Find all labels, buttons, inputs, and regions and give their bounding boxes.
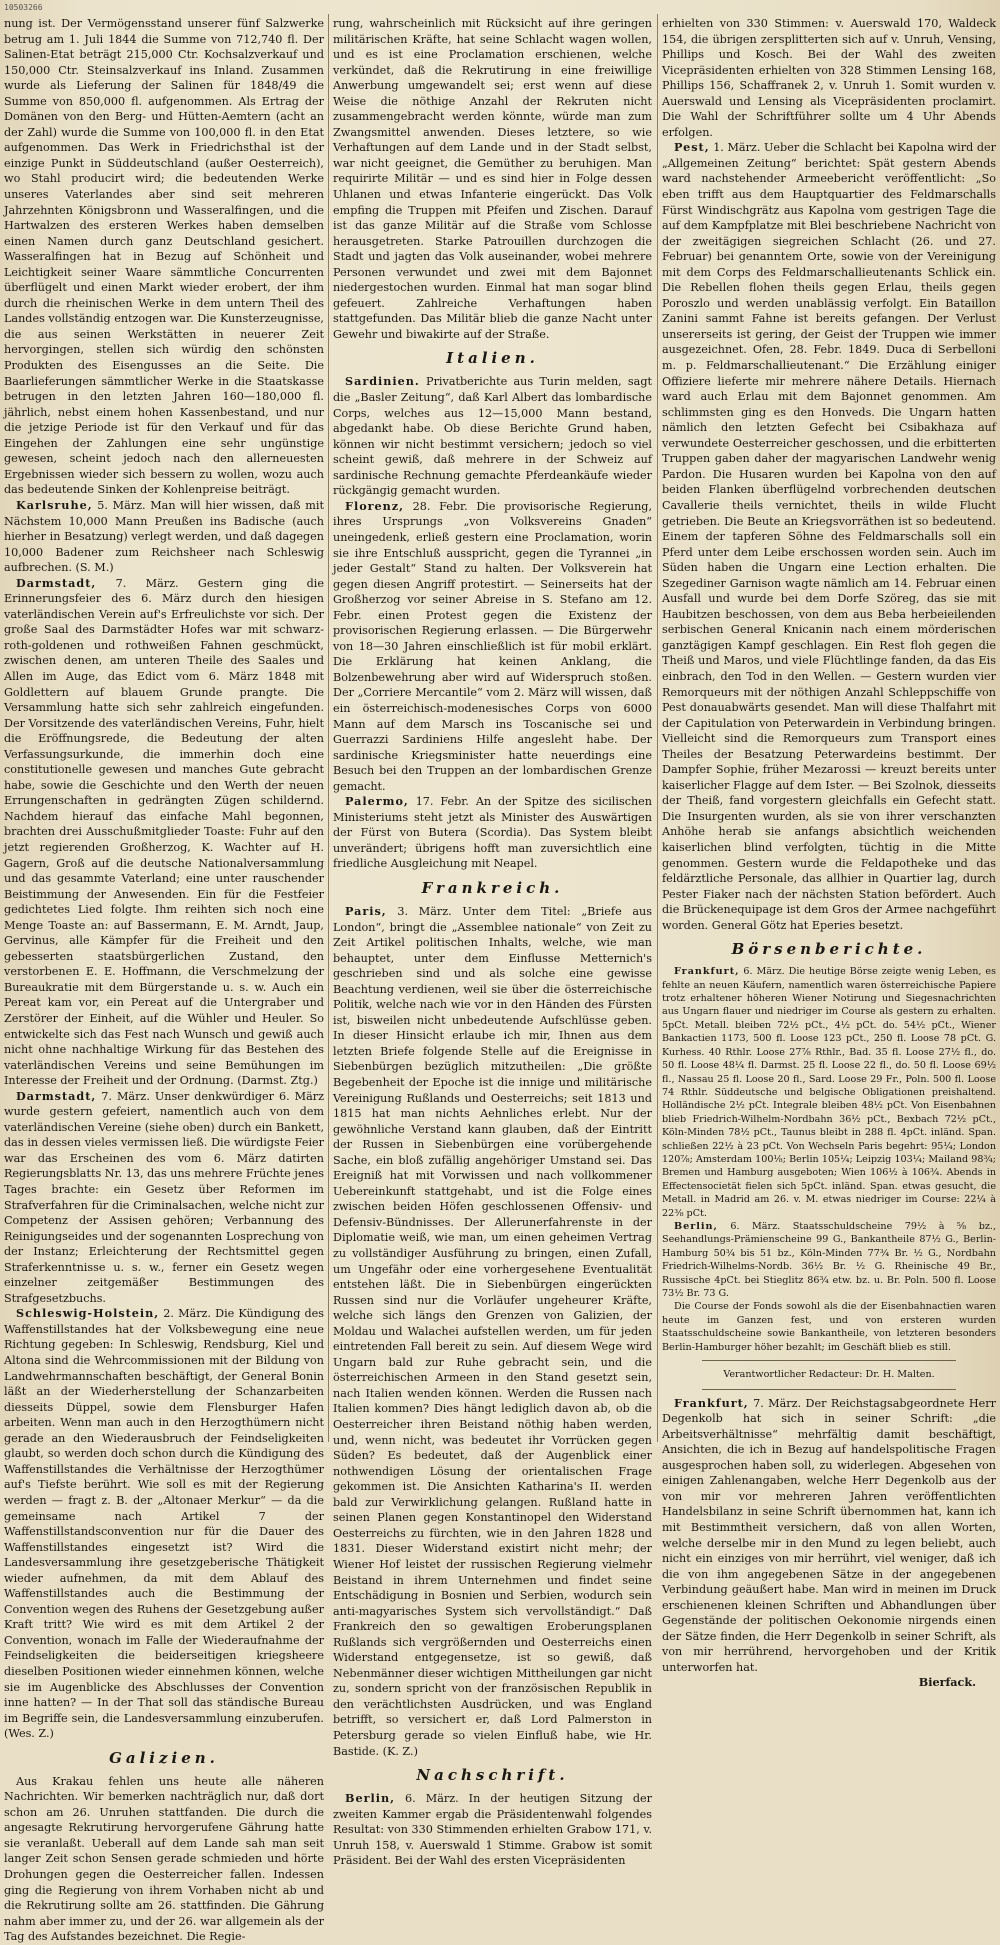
column-1 bbox=[4, 16, 325, 1944]
dateline: Palermo, bbox=[345, 794, 409, 809]
section-title-italien: Italien. bbox=[446, 349, 539, 368]
article-karlsruhe bbox=[4, 498, 324, 576]
archive-id: 10503266 bbox=[4, 3, 43, 12]
article-palermo bbox=[333, 794, 652, 872]
article-text: 5. März. Man will hier wissen, daß mit Nächstem 10,000 Mann Preußen ins Badische (auch hierher in Besatzung) verlegt werden, und daß dagegen 10,000 Badener zum Reichsheer nach Schleswig aufbrechen. (S. M.) bbox=[4, 498, 324, 575]
column-rule bbox=[328, 14, 329, 1442]
editor-line: Verantwortlicher Redacteur: Dr. H. Malten. bbox=[723, 1369, 935, 1381]
article-text: 2. März. Die Kündigung des Waffenstillstandes hat der Volksbewegung eine neue Richtung gegeben: In Schleswig, Rendsburg, Kiel und Altona sind die Wehrcommissionen mit der Bildung von Landwehrmannschaften beschäftigt, der General Bonin läßt an der Wiederherstellung der Schanzarbeiten diesseits Düppel, sowie dem Flensburger Hafen arbeiten. Wenn man auch in den Herzogthümern nicht gerade an den Wiederausbruch der Feindseligkeiten glaubt, so werden doch schon durch die Kündigung des Waffenstillstandes die Verhältnisse der Herzogthümer auf's Tiefste berührt. Wie soll es mit der Regierung werden — fragt z. B. der „Altonaer Merkur“ — da die gemeinsame nach Artikel 7 der Waffenstillstandsconvention nur für die Dauer des Waffenstillstandes eingesetzt ist? Wird die Landesversammlung ihre gesetzgeberische Thätigkeit wieder aufnehmen, da mit dem Ablauf des Waffenstillstandes auch die Bestimmung der Convention wegen des Ruhens der Gesetzgebung außer Kraft tritt? Wie wird es mit dem Artikel 2 der Convention, wonach im Falle der Wiederaufnahme der Feindseligkeiten die beiderseitigen kriegsheere dieselben Positionen wieder einnehmen können, welche sie im Augenblicke des Abschlusses der Convention inne hatten? — In der That soll das ständische Bureau im Begriffe sein, die Landesversammlung einzuberufen. (Wes. Z.) bbox=[4, 1307, 324, 1741]
article-text: 3. März. Unter dem Titel: „Briefe aus London“, bringt die „Assemblee nationale“ von Zeit zu Zeit Artikel politischen Inhalts, welche, wie man behauptet, unter dem Einflusse Metternich's geschrieben sind und als solche eine gewisse Beachtung verdienen, weil sie über die österreichische Politik, welche nach wie vor in den Händen des Fürsten ist, bisweilen nicht unbedeutende Aufschlüsse geben. In dieser Hinsicht erlaube ich mir, Ihnen aus dem letzten Briefe folgende Stelle auf die Ereignisse in Siebenbürgen bezüglich mitzutheilen: „Die größte Begebenheit der Epoche ist die innige und militärische Vereinigung Rußlands und Oesterreichs; seit 1813 und 1815 hat man nichts Aehnliches erlebt. Nur der gewöhnliche Verstand kann glauben, daß der Eintritt der Russen in Siebenbürgen eine vorübergehende Sache, ein bloß zufällig angehöriger Umstand sei. Das Ereigniß hat mit Vorwissen und nach vollkommener Uebereinkunft stattgehabt, und ist die Folge eines zwischen beiden Höfen geschlossenen Offensiv- und Defensiv-Bündnisses. Der Allerunerfahrenste in der Diplomatie weiß, wie man, um einen geheimen Vertrag zu vollständiger Ausführung zu bringen, einen Zufall, um Ungefähr oder eine vorhergesehene Eventualität entstehen läßt. Die in Siebenbürgen eingerückten Russen sind nur die Vorläufer ungeheurer Kräfte, welche sich längs den Grenzen von Galizien, der Moldau und Walachei aufstellen werden, um für jeden eintretenden Fall bereit zu sein. Auf diesem Wege wird Ungarn bald zur Ruhe gebracht sein, und die österreichischen Armeen in den Stand gesetzt sein, nach Italien wenden können. Werden die Russen nach Italien kommen? Dies hängt lediglich davon ab, ob die Oesterreicher ihren Beistand nöthig haben werden, und, wenn nicht, was bedeutet ihr Vorrücken gegen Süden? Es bedeutet, daß der Augenblick einer nothwendigen Lösung der orientalischen Frage gekommen ist. Die Ansichten Katharina's II. werden bald zur Verwirklichung gelangen. Rußland hatte in seinen Planen gegen Konstantinopel den Widerstand Oesterreichs zu fürchten, wie in den Jahren 1828 und 1831. Dieser Widerstand existirt nicht mehr; der Wiener Hof leistet der russischen Regierung vielmehr Beistand in ihrem Unternehmen und findet seine Entschädigung in Bosnien und Serbien, wodurch sein anti-magyarisches System sich vervollständigt.“ Daß Frankreich den so gewaltigen Eroberungsplanen Rußlands sich vergrößernden und Oesterreichs einen Widerstand entgegensetze, ist so gewiß, daß Nebenmänner dieser wichtigen Mittheilungen gar nicht zu, sondern spricht von der französischen Republik in den verächtlichsten Ausdrücken, und was England betrifft, so versichert er, daß Lord Palmerston in Petersburg gerade so vielen Einfluß habe, wie Hr. Bastide. (K. Z.) bbox=[333, 904, 652, 1758]
article-florenz bbox=[333, 499, 652, 794]
section-title-nachschrift: Nachschrift. bbox=[416, 1766, 569, 1785]
dateline: Florenz, bbox=[345, 498, 405, 513]
article-sardinien bbox=[333, 374, 652, 498]
dateline: Darmstadt, bbox=[16, 575, 97, 590]
article-text: 6. März. Die heutige Börse zeigte wenig Leben, es fehlte an neuen Käufern, namentlich waren österreichische Papiere trotz erhaltener höheren Wiener Notirung und Siegesnachrichten aus Ungarn flauer und niedriger im Course als gestern zu erhalten. 5pCt. Metall. bleiben 72½ pCt., 4½ pCt. do. 54½ pCt., Wiener Bankactien 1173, 500 fl. Loose 123 pCt., 250 fl. Loose 78 pCt. G. Kurhess. 40 Rthlr. Loose 27⅞ Rthlr., Bad. 35 fl. Loose 27½ fl., do. 50 fl. Loose 48¼ fl. Darmst. 25 fl. Loose 22 fl., do. 50 fl. Loose 69½ fl., Nassau 25 fl. Loose 20 fl., Sard. Loose 29 Fr., Poln. 500 fl. Loose 74 Rthlr. Süddeutsche und belgische Obligationen preishaltend. Holländische 2½ pCt. Integrale bleiben 48½ pCt. Von Eisenbahnen blieb Friedrich-Wilhelm-Nordbahn 36½ pCt., Bexbach 72½ pCt., Köln-Minden 78½ pCt., Taunus bleibt in 288 fl. 4pCt. inländ. Span. schließen 22½ à 23 pCt. Von Wechseln Paris begehrt: 95¼; London 120⅞; Amsterdam 100⅛; Berlin 105¼; Leipzig 103¼; Mailand 98¾; Bremen und Hamburg ausgeboten; Wien 106½ à 106¾. Abends in Effectensocietät fielen sich 5pCt. inländ. Span. etwas gesucht, die Metall. in Madrid am 26. v. M. etwas niedriger im Course: 22¼ à 22⅜ pCt. bbox=[662, 966, 996, 1219]
dateline: Pest, bbox=[674, 140, 710, 155]
article-boerse-frankfurt bbox=[662, 965, 996, 1220]
column-3 bbox=[662, 16, 996, 1690]
article-text: 6. März. In der heutigen Sitzung der zweiten Kammer ergab die Präsidentenwahl folgendes Resultat: von 330 Stimmenden erhielten Grabow 171, v. Unruh 158, v. Auerswald 1 Stimme. Grabow ist somit Präsident. Bei der Wahl des ersten Vicepräsidenten bbox=[333, 1792, 652, 1868]
section-title-boersen: Börsenberichte. bbox=[731, 940, 927, 959]
article-pest bbox=[662, 140, 996, 933]
article-schleswig-holstein bbox=[4, 1306, 324, 1741]
column-rule bbox=[657, 14, 658, 1442]
article-krakau-cont: rung, wahrscheinlich mit Rücksicht auf ihre geringen militärischen Kräfte, hat seine Schlacht wagen wollen, und es ist eine Proclamation erschienen, welche verkündet, daß die Rekrutirung in eine freiwillige Anwerbung umgewandelt sei; erst wenn auf diese Weise die nöthige Anzahl der Rekruten nicht zusammengebracht werden könnte, würde man zum Zwangsmittel anwenden. Dieses letztere, so wie Verhaftungen auf dem Lande und in der Stadt selbst, war nicht geeignet, die Gemüther zu beruhigen. Man requirirte Militär — und es sind hier in Folge dessen Uhlanen und etwas Infanterie eingerückt. Das Volk empfing die Truppen mit Pfeifen und Zischen. Darauf ist das ganze Militär auf die Straße vom Schlosse herausgetreten. Starke Patrouillen durchzogen die Stadt und jagten das Volk auseinander, wobei mehrere Personen verwundet und zwei mit dem Bajonnet niedergestochen wurden. Einmal hat man sogar blind gefeuert. Zahlreiche Verhaftungen haben stattgefunden. Das Militär blieb die ganze Nacht unter Gewehr und biwakirte auf der Straße. bbox=[333, 17, 652, 341]
article-text: 6. März. Staatsschuldscheine 79½ à ⅝ bz., Seehandlungs-Prämienscheine 99 G., Bankantheile 87½ G., Berlin-Hamburg 50¾ bis 51 bz., Köln-Minden 77¾ Br. ½ G., Nordbahn Friedrich-Wilhelms-Nordb. 36½ Br. ½ G. Rheinische 49 Br., Russische 4pCt. bei Stieglitz 86¾ etw. bz. u. Br. Poln. 500 fl. Loose 73½ Br. 73 G. bbox=[662, 1220, 996, 1300]
divider bbox=[702, 1360, 956, 1361]
article-text: 7. März. Unser denkwürdiger 6. März wurde gestern gefeiert, namentlich auch von dem vaterländischen Vereine (siehe oben) durch ein Bankett, das in dessen vieles vermissen ließ. Die würdigste Feier war das Erscheinen des vom 6. März datirten Regierungsblatts Nr. 13, das uns mehrere Früchte jenes Tages brachte: ein Gesetz über Reformen im Strafverfahren für die Criminalsachen, welche nicht zur Competenz der Assisen gehören; Verbannung des Reinigungseides und der sogenannten Losprechung von der Instanz; Erleichterung der Rechtsmittel gegen Straferkenntnisse u. s. w., ferner ein Gesetz wegen einzelner zeitgemäßer Bestimmungen des Strafgesetzbuchs. bbox=[4, 1089, 325, 1305]
section-title-frankreich: Frankreich. bbox=[421, 878, 564, 897]
article-darmstadt-2 bbox=[4, 1089, 324, 1307]
article-text: 7. März. Der Reichstagsabgeordnete Herr Degenkolb hat sich in seiner Schrift: „die Arbeitsverhältnisse“ mehrfältig damit beschäftigt, Ansichten, die ich in Bezug auf handelspolitische Fragen ausgesprochen haben soll, zu widerlegen. Abgesehen von einigen Zahlenangaben, welche Herr Degenkolb aus der von mir vor mehreren Jahren veröffentlichten Handelsbilanz in seine Schrift übernommen hat, kann ich mit Bestimmtheit versichern, daß von allen Worten, welche derselbe mir in den Mund zu legen beliebt, auch nicht ein einziges von mir herrührt, viel weniger, daß ich die von ihm angegebenen Sätze in der angegebenen Verbindung geäußert habe. Man wird in meinen im Druck erschienenen kleinen Schriften und Abhandlungen über Gegenstände der politischen Oekonomie nirgends einen der Sätze finden, die Herr Degenkolb in seiner Schrift, als von mir herrührend, hervorgehoben und der Kritik unterworfen hat. bbox=[662, 1396, 996, 1674]
author-signature: Bierfack. bbox=[918, 1675, 976, 1690]
article-salzwerke: nung ist. Der Vermögensstand unserer fünf Salzwerke betrug am 1. Juli 1844 die Summe von 712,740 fl. Der Salinen-Etat beträgt 215,000 Ctr. Kochsalzverkauf und 150,000 Ctr. Steinsalzverkauf ins Inland. Zusammen wurde als Lieferung der Salinen für 1848/49 die Summe von 850,000 fl. aufgenommen. Als Ertrag der Domänen von den Berg- und Hütten-Aemtern (acht an der Zahl) wurde die Summe von 100,000 fl. in den Etat aufgenommen. Das Werk in Friedrichsthal ist der einzige Punkt in Süddeutschland (außer Oesterreich), wo Stahl producirt wird; die bedeutenden Werke unseres Vaterlandes aber sind seit mehreren Jahrzehnten Königsbronn und Wasseralfingen, und die Hartwalzen des ersteren Werkes haben demselben einen Namen durch ganz Deutschland gesichert. Wasseralfingen hat in Bezug auf Schönheit und Leichtigkeit seiner Waare sämmtliche Concurrenten überflügelt und einen Markt wieder erobert, der ihm durch die rheinischen Werke in dem untern Theil des Landes vollständig entzogen war. Die Kunsterzeugnisse, die aus seinen Werkstätten in neuerer Zeit hervorgingen, stellen sich würdig den schönsten Produkten des Eisengusses an die Seite. Die Baarlieferungen sämmtlicher Werke in die Staatskasse betrugen in den letzten Jahren 160—180,000 fl. jährlich, nebst einem hohen Kassenbestand, und nur die jetzige Periode ist für den Verkauf und für das Eingehen der Zahlungen eine sehr ungünstige gewesen, scheint jedoch nach den allerneuesten Ergebnissen wieder sich bessern zu wollen, wozu auch das bedeutende Sinken der Kohlenpreise beiträgt. bbox=[4, 17, 324, 497]
dateline: Berlin, bbox=[345, 1791, 395, 1806]
divider bbox=[702, 1389, 956, 1390]
article-text: 7. März. Gestern ging die Erinnerungsfeier des 6. März durch den hiesigen vaterländischen Verein auf's Erfreulichste vor sich. Der große Saal des Darmstädter Hofes war mit schwarz-roth-goldenen und rothweißen Fahnen geschmückt, zwischen denen, am unteren Theile des Saales und Allen im Auge, das Edict vom 6. März 1848 mit Goldlettern auf blauem Grunde prangte. Die Versammlung hatte sich sehr zahlreich eingefunden. Der Vorsitzende des vaterländischen Vereins, Fuhr, hielt die Eröffnungsrede, die Bedeutung der alten Verfassungsurkunde, die immerhin doch eine constitutionelle gewesen und manches Gute gebracht habe, sowie die Geschichte und den Werth der neuen Errungenschaften in gedrängten Zügen schildernd. Nachdem hierauf das einfache Mahl begonnen, brachten drei Ausschußmitglieder Toaste: Fuhr auf den jetzt regierenden Großherzog, K. Wachter auf H. Gagern, Groß auf die deutsche Nationalversammlung und das gesammte Vaterland; eine unter rauschender Beistimmung der Anwesenden. Ein für die Festfeier gedichtetes Lied folgte. Ihm reihten sich noch eine Menge Toaste an: auf Bassermann, E. M. Arndt, Jaup, Gervinus, alle Kämpfer für die Freiheit und den gebesserten staatsbürgerlichen Zustand, den verstorbenen E. E. Hoffmann, die Verschmelzung der Bureaukratie mit dem Bürgerstande u. s. w. Auch ein Pereat kam vor, ein Pereat auf die Untergraber und Zerstörer der Einheit, auf die Wühler und Heuler. So entwickelte sich das Fest nach Wunsch und gewiß auch nicht ohne nachhaltige Wirkung für das Bestehen des vaterländischen Vereins und seine Bemühungen im Interesse der Freiheit und der Ordnung. (Darmst. Ztg.) bbox=[4, 576, 324, 1088]
section-title-galizien: Galizien. bbox=[109, 1748, 219, 1767]
article-berlin-cont: erhielten von 330 Stimmen: v. Auerswald 170, Waldeck 154, die übrigen zersplitterten sich auf v. Unruh, Vensing, Phillips und Kosch. Bei der Wahl des zweiten Vicepräsidenten erhielten von 328 Stimmen Lensing 168, Phillips 156, Schaffranek 2, v. Unruh 1. Somit wurden v. Auerswald und Lensing als Vicepräsidenten proclamirt. Die Wahl der Schriftführer sollte um 4 Uhr Abends erfolgen. bbox=[662, 17, 996, 139]
article-boerse-summary: Die Course der Fonds sowohl als die der Eisenbahnactien waren heute im Ganzen fest, und von ersteren wurden Staatsschuldscheine sowie Bankantheile, von letzteren besonders Berlin-Hamburger höher bezahlt; im Geschäft blieb es still. bbox=[662, 1301, 996, 1353]
dateline: Frankfurt, bbox=[674, 1395, 749, 1410]
dateline: Schleswig-Holstein, bbox=[16, 1306, 160, 1321]
dateline: Paris, bbox=[345, 903, 387, 918]
article-text: 1. März. Ueber die Schlacht bei Kapolna wird der „Allgemeinen Zeitung“ berichtet: Spät gestern Abends ward nachstehender Armeebericht veröffentlicht: „So eben trifft aus dem Hauptquartier des Feldmarschalls Fürst Windischgrätz aus Kapolna vom gestrigen Tage die auf dem Kampfplatze mit Blei beschriebene Nachricht von der zweitägigen siegreichen Schlacht (26. und 27. Februar) bei genanntem Orte, sowie von der Vereinigung mit dem Corps des Feldmarschallieutenants Schlick ein. Die Rebellen flohen theils gegen Erlau, theils gegen Poroszlo und werden unablässig verfolgt. Ein Bataillon Zanini sammt Fahne ist bereits gefangen. Der Verlust unsererseits ist gering, der Geist der Truppen wie immer ausgezeichnet. Ofen, 28. Febr. 1849. Duca di Serbelloni m. p. Feldmarschallieutenant.“ Die Erzählung einiger Offiziere lieferte mir mehrere nähere Details. Hiernach ward auch Erlau mit dem Bajonnet genommen. Am schlimmsten ging es den Honveds. Die Ungarn hatten nämlich den letzten Gefecht bei Csibakhaza auf verwundete Oesterreicher geschossen, und die erbitterten Truppen gaben daher der magyarischen Landwehr wenig Pardon. Die Husaren wurden bei Kapolna von den auf beiden Flanken überflügelnd vorbrechenden deutschen Cavallerie theils vernichtet, theils in wilde Flucht getrieben. Die Beute an Kriegsvorräthen ist so bedeutend. Einem der tapferen Söhne des Feldmarschalls soll ein Pferd unter dem Leibe erschossen worden sein. Auch im Süden haben die Ungarn eine Lection erhalten. Die Szegediner Garnison wagte nämlich am 14. Februar einen Ausfall und wurde bei dem Dorfe Szöreg, das sie mit Haubitzen beschossen, von dem aus Beba herbeieilenden serbischen General Knicanin nach einem mörderischen ganztägigen Kampf geschlagen. Ein Rest floh gegen die Theiß und Maros, und viele Flüchtlinge fanden, da das Eis einbrach, den Tod in den Wellen. — Gestern wurden vier Remorqueurs mit der nöthigen Anzahl Schleppschiffe von Pest donauabwärts gesendet. Man will diese Thalfahrt mit der Capitulation von Peterwardein in Verbindung bringen. Vielleicht sind die Remorqueurs zum Transport eines Theiles der Besatzung Peterwardeins bestimmt. Der Dampfer Sophie, früher Mezarossi — kreuzt bereits unter kaiserlicher Flagge auf dem Ister. — Bei Szolnok, diesseits der Theiß, fand vorgestern gleichfalls ein Gefecht statt. Die Insurgenten wurden, als sie von ihrer verschanzten Anhöhe herab sie anfangs absichtlich weichenden kaiserlichen blind verfolgten, tüchtig in die Mitte genommen. Gestern wurde die Feldapotheke und das feldärztliche Personale, das allhier in Quartier lag, durch Pester Fiaker nach der nächsten Station befördert. Auch die Brückenequipage ist dem Gros der Armee nachgeführt worden. General Götz hat Eperies besetzt. bbox=[662, 141, 996, 932]
article-text: 17. Febr. An der Spitze des sicilischen Ministeriums steht jetzt als Minister des Auswärtigen der Fürst von Butera (Scordia). Das System bleibt unverändert; übrigens hofft man zuversichtlich eine friedliche Ausgleichung mit Neapel. bbox=[333, 795, 652, 871]
column-2 bbox=[333, 16, 652, 1868]
article-degenkolb bbox=[662, 1396, 996, 1676]
article-paris bbox=[333, 904, 652, 1759]
article-berlin bbox=[333, 1791, 652, 1869]
dateline: Darmstadt, bbox=[16, 1088, 97, 1103]
article-krakau: Aus Krakau fehlen uns heute alle näheren Nachrichten. Wir bemerken nachträglich nur, daß dort schon am 26. Unruhen stattfanden. Die durch die angesagte Rekrutirung hervorgerufene Gährung hatte sie veranlaßt. Ueberall auf dem Lande sah man seit langer Zeit schon Sensen gerade schmieden und hörte Drohungen gegen die Oesterreicher fallen. Indessen ging die Regierung von ihrem Vorhaben nicht ab und die Rekrutirung sollte am 26. stattfinden. Die Gährung nahm aber immer zu, und der 26. war allgemein als der Tag des Aufstandes bezeichnet. Die Regie- bbox=[4, 1774, 324, 1944]
dateline: Karlsruhe, bbox=[16, 497, 93, 512]
dateline: Berlin, bbox=[674, 1220, 718, 1232]
article-boerse-berlin bbox=[662, 1220, 996, 1300]
article-darmstadt-1 bbox=[4, 576, 324, 1089]
article-text: Privatberichte aus Turin melden, sagt die „Basler Zeitung“, daß Karl Albert das lombardische Corps, welches aus 12—15,000 Mann bestand, abgedankt habe. Ob diese Berichte Grund haben, können wir nicht bestimmt versichern; jedoch so viel scheint gewiß, daß mehrere in der Schweiz auf sardinische Rechnung gemachte Pferdeankäufe wieder rückgängig gemacht wurden. bbox=[333, 375, 652, 498]
dateline: Sardinien. bbox=[345, 374, 420, 389]
dateline: Frankfurt, bbox=[674, 966, 740, 978]
article-text: 28. Febr. Die provisorische Regierung, ihres Ursprungs „von Volksvereins Gnaden“ uneingedenk, erließ gestern eine Proclamation, worin sie ihre Entschluß ausspricht, gegen die Tyrannei „in jeder Gestalt“ Stand zu halten. Der Volksverein hat gegen diesen Angriff protestirt. — Seinerseits hat der Großherzog vor seiner Abreise in S. Stefano am 12. Febr. einen Protest gegen die Existenz der provisorischen Regierung erlassen. — Die Bürgerwehr von 18—30 Jahren einschließlich ist für mobil erklärt. Die Erklärung hat keinen Anklang, die Bolzenbewehrung aber wird auf Widerspruch stoßen. Der „Corriere Mercantile“ vom 2. März will wissen, daß ein österreichisch-modenesisches Corps von 6000 Mann auf dem Marsch ins Toscanische sei und Guerrazzi Sardiniens Hilfe angesleht habe. Der sardinische Kriegsminister hatte neuerdings eine Besuch bei den Truppen an der lombardischen Grenze gemacht. bbox=[333, 499, 652, 793]
